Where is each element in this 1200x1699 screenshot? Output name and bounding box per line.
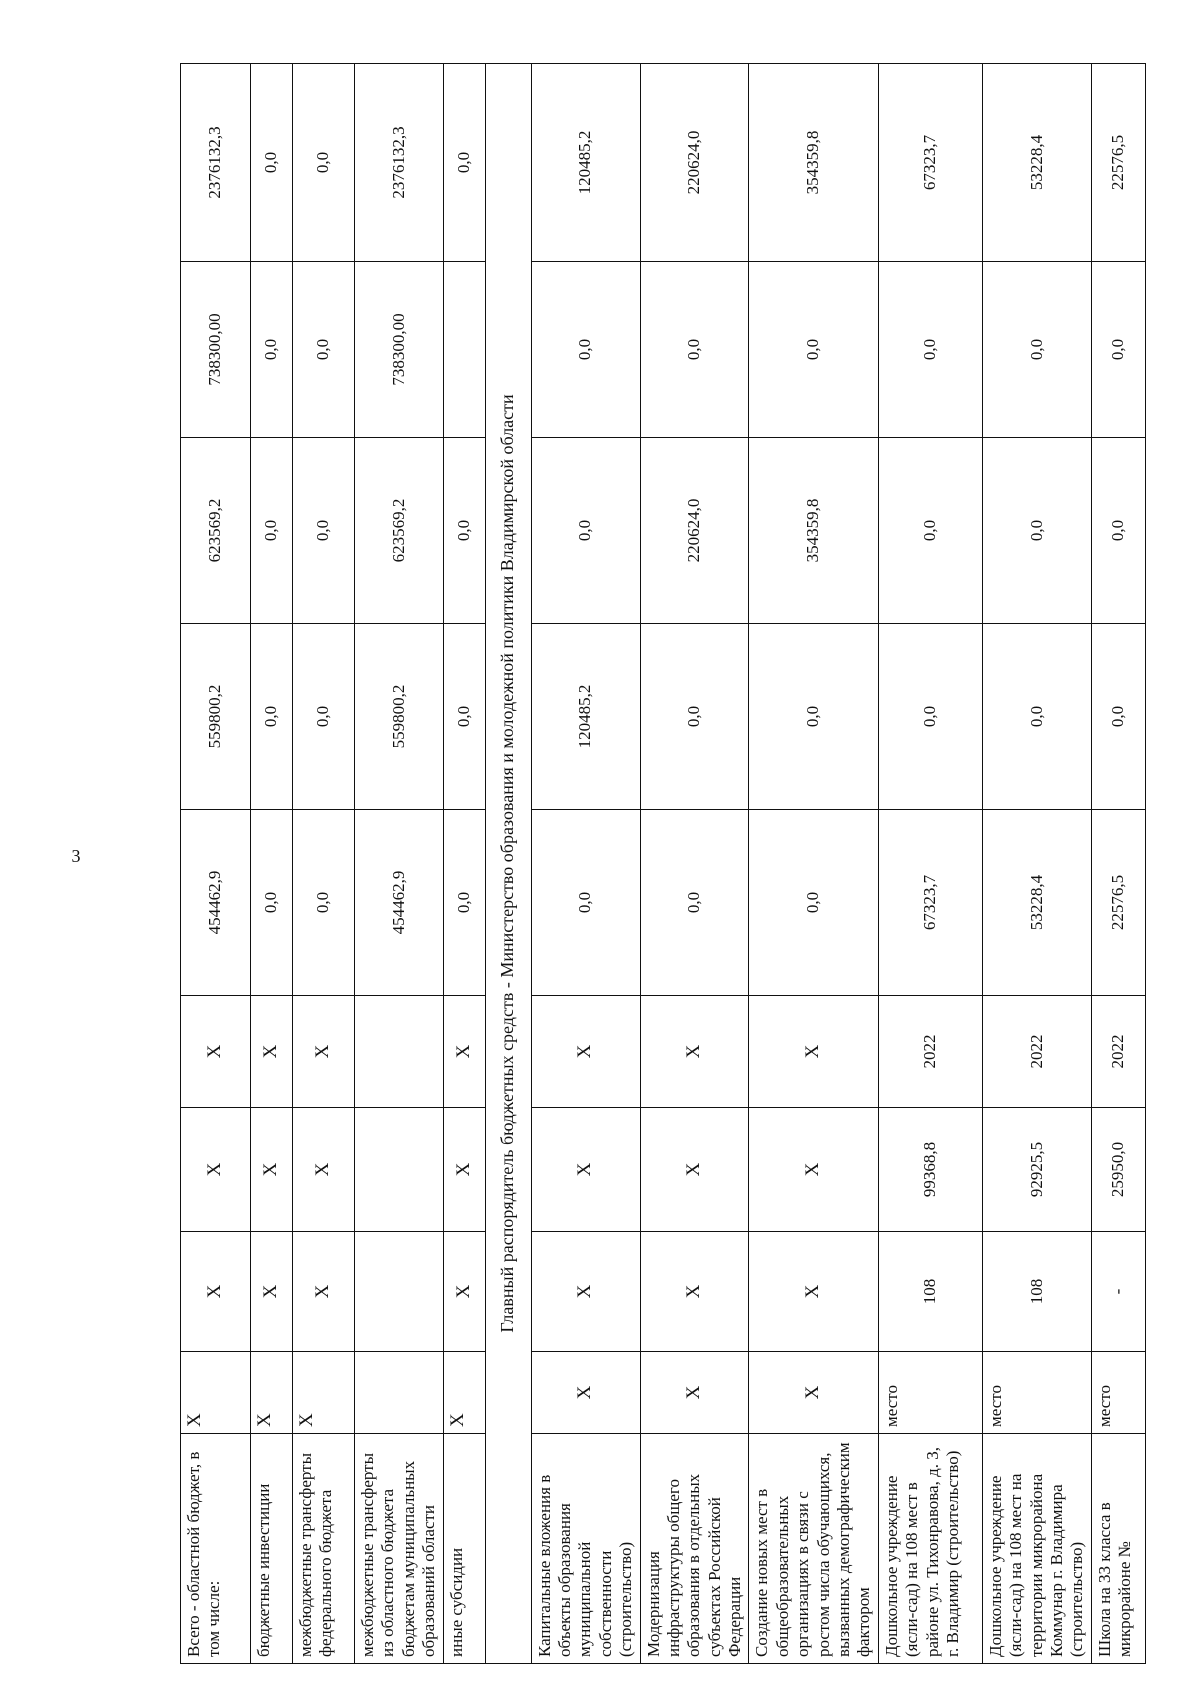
value-cell: 0,0: [982, 624, 1091, 810]
table-row: [293, 64, 355, 1664]
year-cell: X: [749, 996, 878, 1108]
total-cell: 354359,8: [749, 64, 878, 262]
total-cell: 53228,4: [982, 64, 1091, 262]
section-header-row: [485, 64, 531, 1664]
row-name: межбюджетные трансферты федерального бюджета: [293, 1434, 355, 1664]
value-cell: 354359,8: [749, 438, 878, 624]
rotated-table-wrapper: [180, 64, 1135, 1664]
unit-cell: X: [749, 1352, 878, 1434]
capacity-cell: X: [181, 1232, 251, 1352]
capacity-cell: -: [1091, 1232, 1145, 1352]
cost-cell: X: [749, 1108, 878, 1232]
unit-cell: X: [640, 1352, 749, 1434]
cost-cell: X: [251, 1108, 293, 1232]
value-cell: 0,0: [640, 810, 749, 996]
capacity-cell: X: [443, 1232, 485, 1352]
row-name: Создание новых мест в общеобразовательных организациях в связи с ростом числа обучающихся, вызванных демографическим фактором: [749, 1434, 878, 1664]
row-name: Всего - областной бюджет, в том числе:: [181, 1434, 251, 1664]
cost-cell: 99368,8: [878, 1108, 982, 1232]
table-row: [982, 64, 1091, 1664]
capacity-cell: 108: [982, 1232, 1091, 1352]
row-name: Модернизация инфраструктуры общего образования в отдельных субъектах Российской Федерации: [640, 1434, 749, 1664]
year-cell: X: [251, 996, 293, 1108]
table-row: [640, 64, 749, 1664]
unit-cell: [355, 1352, 444, 1434]
unit-cell: X: [251, 1352, 293, 1434]
value-cell: 0,0: [878, 262, 982, 438]
row-name: Школа на 33 класса в микрорайоне №: [1091, 1434, 1145, 1664]
table-row: [878, 64, 982, 1664]
year-cell: X: [293, 996, 355, 1108]
unit-cell: X: [443, 1352, 485, 1434]
value-cell: 0,0: [293, 438, 355, 624]
year-cell: X: [640, 996, 749, 1108]
value-cell: 0,0: [443, 438, 485, 624]
capacity-cell: X: [640, 1232, 749, 1352]
total-cell: 220624,0: [640, 64, 749, 262]
table-row: [251, 64, 293, 1664]
value-cell: 0,0: [293, 624, 355, 810]
page-number: 3: [71, 846, 81, 866]
value-cell: 454462,9: [355, 810, 444, 996]
value-cell: 67323,7: [878, 810, 982, 996]
year-cell: 2022: [878, 996, 982, 1108]
unit-cell: место: [878, 1352, 982, 1434]
value-cell: 0,0: [1091, 624, 1145, 810]
value-cell: 559800,2: [355, 624, 444, 810]
capacity-cell: [355, 1232, 444, 1352]
table-row: [443, 64, 485, 1664]
value-cell: 0,0: [1091, 262, 1145, 438]
value-cell: 0,0: [443, 810, 485, 996]
value-cell: 0,0: [640, 262, 749, 438]
value-cell: 0,0: [251, 438, 293, 624]
table-row: [181, 64, 251, 1664]
capacity-cell: X: [531, 1232, 640, 1352]
value-cell: 0,0: [749, 810, 878, 996]
value-cell: 0,0: [878, 438, 982, 624]
cost-cell: X: [443, 1108, 485, 1232]
year-cell: X: [443, 996, 485, 1108]
value-cell: 623569,2: [181, 438, 251, 624]
row-name: межбюджетные трансферты из областного бюджета бюджетам муниципальных образований области: [355, 1434, 444, 1664]
value-cell: 0,0: [531, 810, 640, 996]
value-cell: 0,0: [251, 810, 293, 996]
unit-cell: X: [531, 1352, 640, 1434]
value-cell: 220624,0: [640, 438, 749, 624]
table-row: [1091, 64, 1145, 1664]
value-cell: 738300,00: [355, 262, 444, 438]
total-cell: 67323,7: [878, 64, 982, 262]
value-cell: 0,0: [531, 262, 640, 438]
total-cell: 2376132,3: [181, 64, 251, 262]
cost-cell: X: [531, 1108, 640, 1232]
value-cell: 0,0: [293, 262, 355, 438]
capacity-cell: X: [293, 1232, 355, 1352]
value-cell: 22576,5: [1091, 810, 1145, 996]
total-cell: 0,0: [293, 64, 355, 262]
row-name: Капитальные вложения в объекты образования муниципальной собственности (строительство): [531, 1434, 640, 1664]
capacity-cell: X: [251, 1232, 293, 1352]
total-cell: 0,0: [251, 64, 293, 262]
row-name: Дошкольное учреждение (ясли-сад) на 108 мест в районе ул. Тихонравова, д. 3, г. Владимир (строительство): [878, 1434, 982, 1664]
value-cell: [443, 262, 485, 438]
value-cell: 0,0: [1091, 438, 1145, 624]
capacity-cell: X: [749, 1232, 878, 1352]
value-cell: 120485,2: [531, 624, 640, 810]
budget-table: [180, 63, 1146, 1664]
unit-cell: место: [1091, 1352, 1145, 1434]
value-cell: 623569,2: [355, 438, 444, 624]
year-cell: X: [531, 996, 640, 1108]
total-cell: 2376132,3: [355, 64, 444, 262]
total-cell: 22576,5: [1091, 64, 1145, 262]
cost-cell: X: [181, 1108, 251, 1232]
value-cell: 0,0: [640, 624, 749, 810]
table-row: [749, 64, 878, 1664]
unit-cell: X: [293, 1352, 355, 1434]
value-cell: 0,0: [293, 810, 355, 996]
cost-cell: [355, 1108, 444, 1232]
value-cell: 0,0: [982, 438, 1091, 624]
row-name: иные субсидии: [443, 1434, 485, 1664]
year-cell: 2022: [982, 996, 1091, 1108]
table-row: [531, 64, 640, 1664]
value-cell: 0,0: [443, 624, 485, 810]
section-title: Главный распорядитель бюджетных средств - Министерство образования и молодежной политики Владимирской области: [485, 64, 531, 1664]
row-name: бюджетные инвестиции: [251, 1434, 293, 1664]
year-cell: 2022: [1091, 996, 1145, 1108]
row-name: Дошкольное учреждение (ясли-сад) на 108 мест на территории микрорайона Коммунар г. Владимира (строительство): [982, 1434, 1091, 1664]
value-cell: 0,0: [251, 262, 293, 438]
value-cell: 0,0: [531, 438, 640, 624]
unit-cell: X: [181, 1352, 251, 1434]
value-cell: 738300,00: [181, 262, 251, 438]
year-cell: X: [181, 996, 251, 1108]
year-cell: [355, 996, 444, 1108]
value-cell: 53228,4: [982, 810, 1091, 996]
value-cell: 0,0: [749, 262, 878, 438]
total-cell: 120485,2: [531, 64, 640, 262]
cost-cell: 25950,0: [1091, 1108, 1145, 1232]
unit-cell: место: [982, 1352, 1091, 1434]
value-cell: 559800,2: [181, 624, 251, 810]
value-cell: 0,0: [749, 624, 878, 810]
cost-cell: X: [293, 1108, 355, 1232]
value-cell: 0,0: [982, 262, 1091, 438]
total-cell: 0,0: [443, 64, 485, 262]
value-cell: 0,0: [251, 624, 293, 810]
value-cell: 454462,9: [181, 810, 251, 996]
capacity-cell: 108: [878, 1232, 982, 1352]
cost-cell: X: [640, 1108, 749, 1232]
table-row: [355, 64, 444, 1664]
value-cell: 0,0: [878, 624, 982, 810]
cost-cell: 92925,5: [982, 1108, 1091, 1232]
